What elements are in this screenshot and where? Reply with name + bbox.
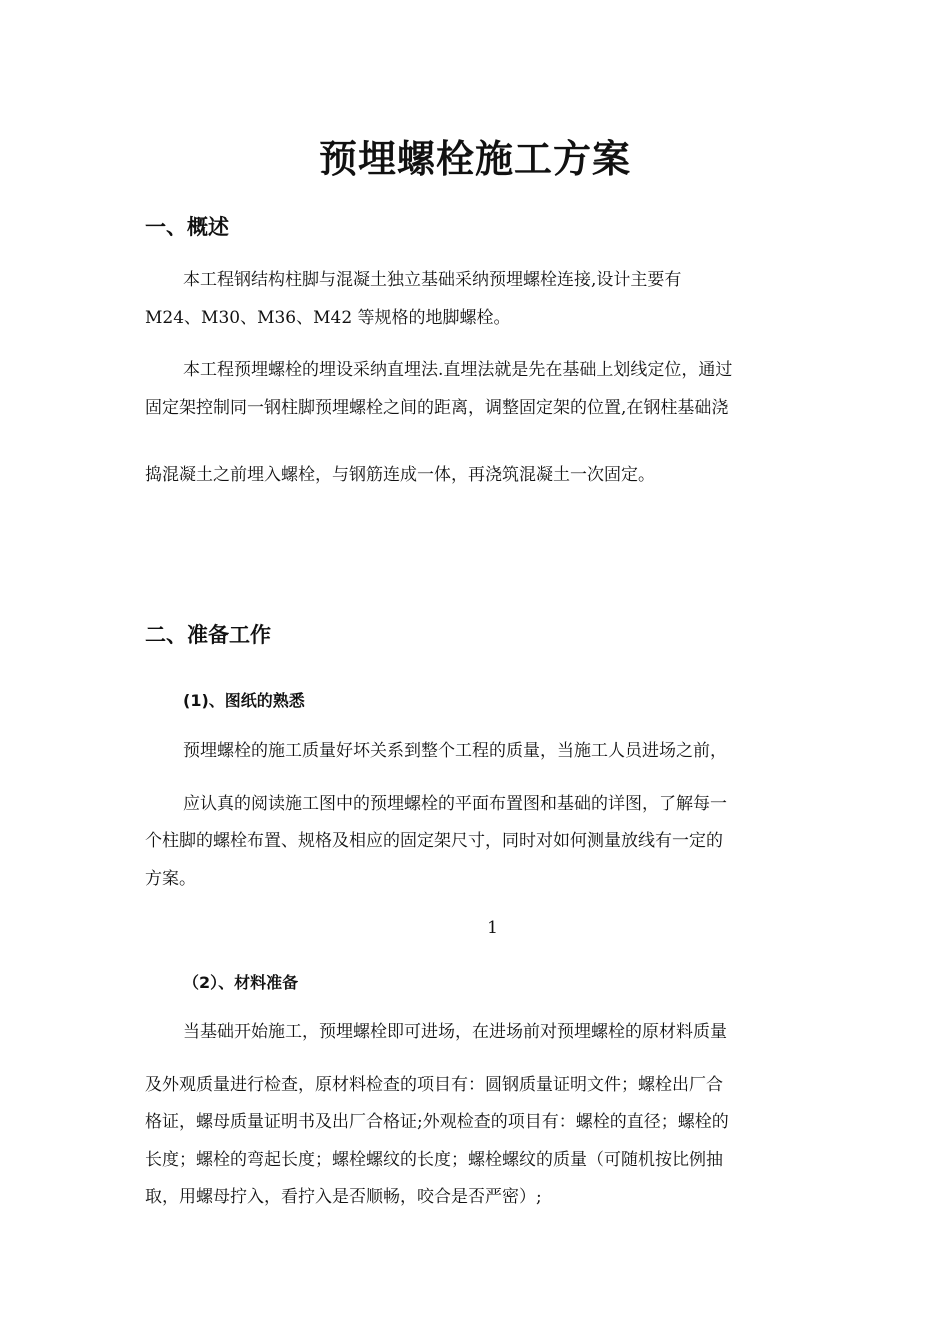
paragraph-line: 及外观质量进行检查，原材料检查的项目有：圆钢质量证明文件；螺栓出厂合 [145, 1075, 723, 1095]
section-heading-overview: 一、概述 [145, 215, 229, 239]
paragraph-line: 本工程预埋螺栓的埋设采纳直埋法.直埋法就是先在基础上划线定位，通过 [183, 360, 733, 380]
paragraph-line: 取，用螺母拧入，看拧入是否顺畅，咬合是否严密）; [145, 1187, 542, 1207]
subsection-heading-drawings: (1)、图纸的熟悉 [183, 691, 305, 710]
paragraph-line: 本工程钢结构柱脚与混凝土独立基础采纳预埋螺栓连接,设计主要有 [183, 270, 682, 290]
paragraph-line: 格证，螺母质量证明书及出厂合格证;外观检查的项目有：螺栓的直径；螺栓的 [145, 1112, 729, 1132]
section-heading-preparation: 二、准备工作 [145, 623, 271, 647]
subsection-heading-materials: （2）、材料准备 [183, 973, 299, 992]
paragraph-line: 应认真的阅读施工图中的预埋螺栓的平面布置图和基础的详图，了解每一 [183, 794, 727, 814]
paragraph-line: 当基础开始施工，预埋螺栓即可进场，在进场前对预埋螺栓的原材料质量 [183, 1022, 727, 1042]
paragraph-line: 固定架控制同一钢柱脚预埋螺栓之间的距离，调整固定架的位置,在钢柱基础浇 [145, 398, 729, 418]
paragraph-line: M24、M30、M36、M42 等规格的地脚螺栓。 [145, 308, 511, 328]
document-title: 预埋螺栓施工方案 [318, 136, 631, 181]
paragraph-line: 方案。 [145, 869, 196, 889]
paragraph-line: 捣混凝土之前埋入螺栓，与钢筋连成一体，再浇筑混凝土一次固定。 [145, 465, 655, 485]
paragraph-line: 个柱脚的螺栓布置、规格及相应的固定架尺寸，同时对如何测量放线有一定的 [145, 831, 723, 851]
page-number: 1 [487, 918, 498, 938]
paragraph-line: 预埋螺栓的施工质量好坏关系到整个工程的质量，当施工人员进场之前， [183, 741, 727, 761]
paragraph-line: 长度；螺栓的弯起长度；螺栓螺纹的长度；螺栓螺纹的质量（可随机按比例抽 [145, 1150, 723, 1170]
